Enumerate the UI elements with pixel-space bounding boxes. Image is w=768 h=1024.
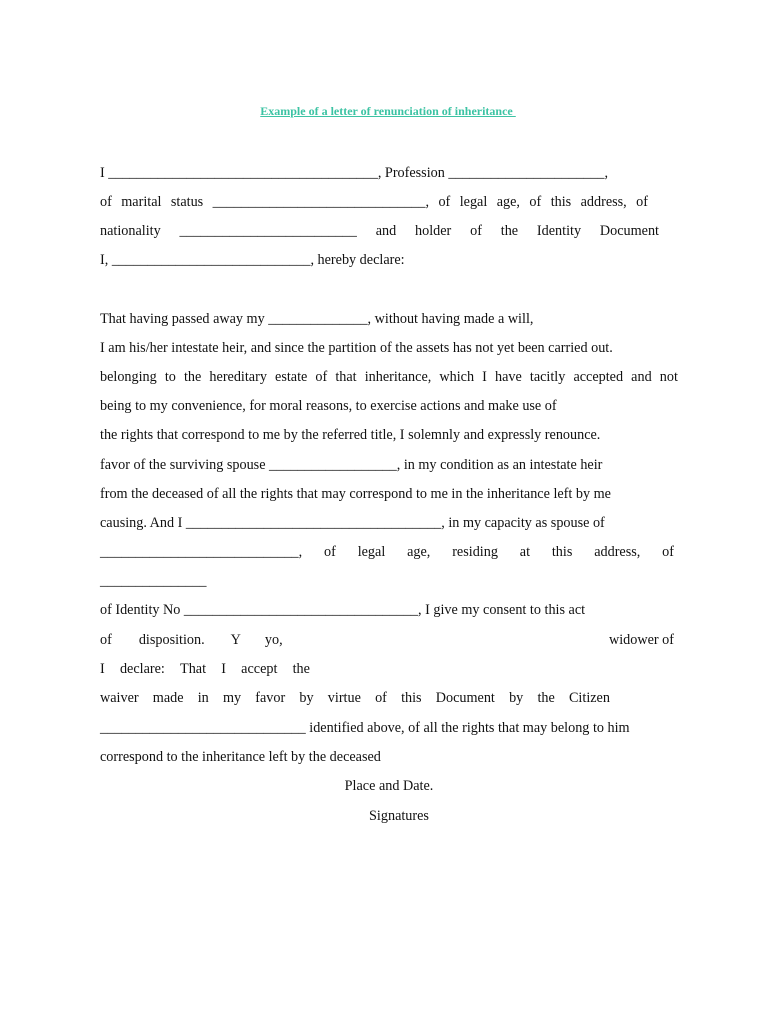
word: address,: [594, 544, 641, 560]
word: age,: [407, 544, 431, 560]
word: the: [292, 661, 310, 677]
word: at: [519, 544, 531, 560]
word: Identity: [536, 223, 582, 239]
word: this: [550, 194, 572, 210]
word: by: [299, 690, 314, 706]
paragraph-2-line-1: That having passed away my ______________, without having made a will,: [100, 311, 534, 327]
paragraph-1-line-1: I ______________________________________, Profession ______________________,: [100, 165, 608, 181]
word: which: [439, 369, 475, 385]
paragraph-2-line-14: [100, 689, 610, 707]
word: to: [164, 369, 176, 385]
word: of: [315, 369, 328, 385]
word: favor: [255, 690, 286, 706]
word: estate: [275, 369, 308, 385]
word: of: [375, 690, 387, 706]
word: legal: [459, 194, 488, 210]
paragraph-2-line-6: favor of the surviving spouse __________________, in my condition as an intestate heir: [100, 457, 603, 473]
paragraph-2-line-4: being to my convenience, for moral reasons, to exercise actions and make use of: [100, 398, 557, 414]
word: made: [152, 690, 184, 706]
word: declare:: [119, 661, 165, 677]
word: virtue: [327, 690, 361, 706]
paragraph-2-line-2: I am his/her intestate heir, and since the partition of the assets has not yet been carried out.: [100, 340, 613, 356]
word: this: [401, 690, 422, 706]
word: of: [438, 194, 451, 210]
word: age,: [496, 194, 520, 210]
word: of: [470, 223, 482, 239]
paragraph-2-line-7: from the deceased of all the rights that may correspond to me in the inheritance left by me: [100, 486, 611, 502]
paragraph-1-line-4: I, ____________________________, hereby declare:: [100, 252, 405, 268]
paragraph-2-line-3: [100, 368, 678, 386]
word: and: [631, 369, 652, 385]
word: not: [659, 369, 678, 385]
word: I: [482, 369, 487, 385]
document-title: Example of a letter of renunciation of inheritance: [260, 104, 516, 118]
word: my: [222, 690, 242, 706]
word: by: [509, 690, 524, 706]
word: of: [324, 544, 336, 560]
word: I: [221, 661, 226, 677]
paragraph-2-line-16: correspond to the inheritance left by the deceased: [100, 749, 381, 765]
word: of: [662, 632, 674, 648]
word: that: [335, 369, 357, 385]
word: holder: [415, 223, 452, 239]
paragraph-2-line-10: _______________: [100, 573, 207, 589]
word: marital: [121, 194, 162, 210]
word: nationality: [100, 223, 161, 239]
word: of: [100, 632, 112, 648]
paragraph-2-line-11: of Identity No _________________________________, I give my consent to this act: [100, 602, 586, 618]
paragraph-2-line-9: [100, 543, 674, 561]
paragraph-2-line-13: [100, 660, 310, 678]
paragraph-2-line-8: causing. And I ____________________________________, in my capacity as spouse of: [100, 515, 605, 531]
word: the: [500, 223, 519, 239]
word: accepted: [573, 369, 624, 385]
place-and-date: Place and Date.: [344, 778, 434, 794]
word: in: [197, 690, 209, 706]
word: Y: [230, 632, 241, 648]
word: accept: [241, 661, 278, 677]
word: inheritance,: [364, 369, 432, 385]
word: I: [100, 661, 105, 677]
word: ______________________________,: [212, 194, 430, 210]
paragraph-1-line-3: [100, 222, 659, 240]
word: Document: [435, 690, 495, 706]
word: yo,: [264, 632, 283, 648]
word: of: [636, 194, 648, 210]
word: residing: [452, 544, 498, 560]
paragraph-2-line-15: _____________________________ identified above, of all the rights that may belong to him: [100, 720, 630, 736]
word: of: [662, 544, 674, 560]
word: _________________________: [179, 223, 357, 239]
signatures: Signatures: [369, 808, 429, 824]
paragraph-2-line-12: [100, 631, 674, 649]
word: legal: [357, 544, 386, 560]
paragraph-1-line-2: [100, 193, 648, 211]
word: disposition.: [138, 632, 205, 648]
paragraph-2-line-5: the rights that correspond to me by the referred title, I solemnly and expressly renounce.: [100, 427, 601, 443]
word: of: [529, 194, 542, 210]
word: hereditary: [209, 369, 267, 385]
word: waiver: [100, 690, 139, 706]
word: Citizen: [568, 690, 610, 706]
word: status: [170, 194, 204, 210]
word: this: [551, 544, 573, 560]
word: tacitly: [529, 369, 566, 385]
word: address,: [580, 194, 627, 210]
word: the: [183, 369, 202, 385]
word: have: [495, 369, 522, 385]
word: and: [375, 223, 397, 239]
word: That: [180, 661, 207, 677]
word: Document: [599, 223, 659, 239]
word: of: [100, 194, 112, 210]
word: widower: [608, 632, 659, 648]
word: the: [537, 690, 555, 706]
word: belonging: [100, 369, 157, 385]
word: ____________________________,: [100, 544, 303, 560]
